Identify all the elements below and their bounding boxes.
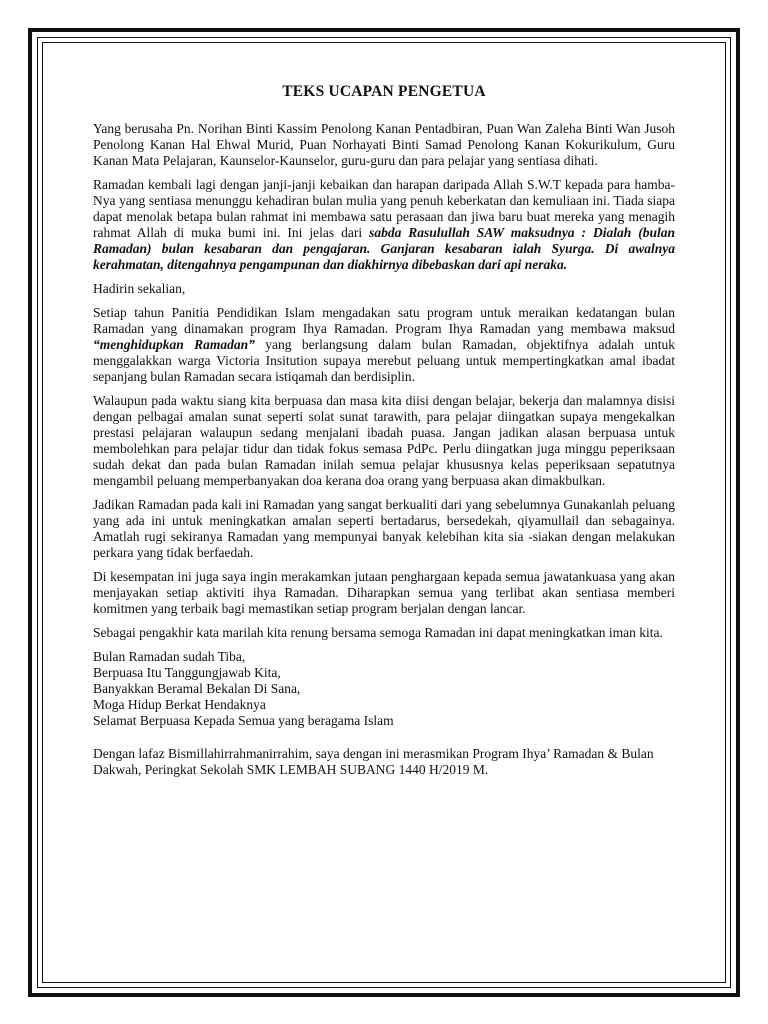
greeting-line: Hadirin sekalian, [93,281,186,296]
program-meaning-quote: “menghidupkan Ramadan” [93,337,255,352]
verse-line: Berpuasa Itu Tanggungjawab Kita, [93,665,281,680]
verse-line: Moga Hidup Berkat Hendaknya [93,697,266,712]
quality-ramadan-paragraph: Jadikan Ramadan pada kali ini Ramadan yang sangat berkualiti dari yang sebelumnya Gunakanlah peluang yang ada ini untuk meningkatkan amalan seperti bertadarus, bersedekah, qiyamullail dan sebagainya. Amatlah rugi sekiranya Ramadan yang mempunyai banyak kelebihan kita sia -siakan dengan melakukan perkara yang tidak berfaedah. [93,497,675,560]
fasting-study-paragraph: Walaupun pada waktu siang kita berpuasa dan masa kita diisi dengan belajar, bekerja dan malamnya disisi dengan pelbagai amalan sunat seperti solat sunat tarawith, para pelajar diingatkan supaya mengekalkan prestasi pelajaran walaupun sedang menjalani ibadah puasa. Jangan jadikan alasan berpuasa untuk membolehkan para pelajar tidur dan tidak fokus semasa PdPc. Perlu diingatkan juga minggu peperiksaan sudah dekat dan pada bulan Ramadan inilah semua pelajar khususnya kelas peperiksaan sepatutnya mengambil peluang memperbanyakan doa kerana doa orang yang berpuasa akan dimakbulkan. [93,393,675,488]
program-paragraph [93,305,675,385]
document-body [93,84,675,786]
document-title: TEKS UCAPAN PENGETUA [282,83,486,100]
ramadan-intro-text: Ramadan kembali lagi dengan janji-janji kebaikan dan harapan daripada Allah S.W.T kepada para hamba-Nya yang sentiasa menunggu kehadiran bulan mulia yang penuh keberkatan dan kemuliaan ini. Tiada siapa dapat menolak betapa bulan rahmat ini membawa satu perasaan dan jiwa baru buat mereka yang menagih rahmat Allah di muka bumi ini. Ini jelas dari [93,177,675,240]
program-text-end: yang berlangsung dalam bulan Ramadan, objektifnya adalah untuk menggalakkan warga Victoria Insitution supaya merebut peluang untuk mempertingkatkan amal ibadat sepanjang bulan Ramadan secara istiqamah dan berdisiplin. [93,337,675,384]
verse-line: Selamat Berpuasa Kepada Semua yang beragama Islam [93,713,394,728]
closing-remarks-paragraph: Sebagai pengakhir kata marilah kita renung bersama semoga Ramadan ini dapat meningkatkan iman kita. [93,625,663,640]
hadith-quote: sabda Rasulullah SAW maksudnya : Dialah (bulan Ramadan) bulan kesabaran dan pengajaran. Ganjaran kesabaran ialah Syurga. Di awalnya kerahmatan, ditengahnya pengampunan dan diakhirnya dibebaskan dari api neraka. [93,225,675,272]
pantun-verse [93,649,675,729]
verse-line: Bulan Ramadan sudah Tiba, [93,649,246,664]
official-opening-statement: Dengan lafaz Bismillahirrahmanirrahim, saya dengan ini merasmikan Program Ihya’ Ramadan & Bulan Dakwah, Peringkat Sekolah SMK LEMBAH SUBANG 1440 H/2019 M. [93,746,654,777]
verse-line: Banyakkan Beramal Bekalan Di Sana, [93,681,301,696]
appreciation-paragraph: Di kesempatan ini juga saya ingin merakamkan jutaan penghargaan kepada semua jawatankuasa yang akan menjayakan setiap aktiviti ihya Ramadan. Diharapkan semua yang terlibat akan sentiasa memberi komitmen yang terbaik bagi memastikan setiap program berjalan dengan lancar. [93,569,675,616]
salutation-paragraph: Yang berusaha Pn. Norihan Binti Kassim Penolong Kanan Pentadbiran, Puan Wan Zaleha Binti Wan Jusoh Penolong Kanan Hal Ehwal Murid, Puan Norhayati Binti Samad Penolong Kanan Kokurikulum, Guru Kanan Mata Pelajaran, Kaunselor-Kaunselor, guru-guru dan para pelajar yang sentiasa dihati. [93,121,675,168]
program-text-start: Setiap tahun Panitia Pendidikan Islam mengadakan satu program untuk meraikan kedatangan bulan Ramadan yang dinamakan program Ihya Ramadan. Program Ihya Ramadan yang membawa maksud [93,305,675,336]
ramadan-intro-paragraph [93,177,675,273]
